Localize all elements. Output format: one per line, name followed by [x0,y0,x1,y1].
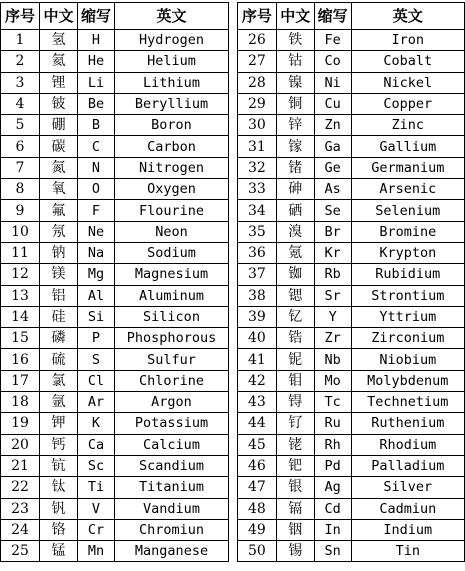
element-chinese-name: 钾 [40,413,78,434]
element-index: 12 [1,264,40,285]
element-english-name: Silver [351,477,464,498]
table-row [238,349,465,370]
right-rows [238,30,465,562]
element-index: 37 [238,264,277,285]
element-chinese-name: 溴 [276,221,314,242]
table-row [1,413,229,434]
element-symbol: Rb [314,264,351,285]
table-row [1,264,229,285]
element-chinese-name: 铜 [276,93,314,114]
element-index: 45 [238,434,277,455]
element-symbol: N [78,157,115,178]
element-english-name: Beryllium [115,93,229,114]
element-chinese-name: 钌 [276,413,314,434]
element-english-name: Flourine [115,200,229,221]
table-row [1,242,229,263]
table-row [1,498,229,519]
header-chinese: 中文 [276,3,314,30]
table-row [1,306,229,327]
element-english-name: Scandium [115,455,229,476]
element-symbol: Kr [314,242,351,263]
element-chinese-name: 铷 [276,264,314,285]
element-chinese-name: 硒 [276,200,314,221]
element-english-name: Ruthenium [351,413,464,434]
element-chinese-name: 铍 [40,93,78,114]
table-row [1,51,229,72]
element-symbol: B [78,115,115,136]
element-index: 11 [1,242,40,263]
element-symbol: Ag [314,477,351,498]
table-row [238,115,465,136]
table-row [238,136,465,157]
element-symbol: Mn [78,541,115,562]
element-english-name: Calcium [115,434,229,455]
element-chinese-name: 硅 [40,306,78,327]
table-row [238,519,465,540]
element-english-name: Iron [351,30,464,51]
element-chinese-name: 锆 [276,328,314,349]
element-chinese-name: 钴 [276,51,314,72]
table-row [1,477,229,498]
element-symbol: Se [314,200,351,221]
elements-table-left [0,2,229,562]
element-chinese-name: 铑 [276,434,314,455]
element-index: 30 [238,115,277,136]
table-row [1,200,229,221]
table-row [1,392,229,413]
element-index: 17 [1,370,40,391]
table-row [1,115,229,136]
element-symbol: He [78,51,115,72]
element-symbol: Ge [314,157,351,178]
element-index: 33 [238,179,277,200]
element-symbol: Cl [78,370,115,391]
table-row [238,179,465,200]
element-english-name: Aluminum [115,285,229,306]
table-row [238,498,465,519]
element-symbol: O [78,179,115,200]
element-chinese-name: 氖 [40,221,78,242]
element-chinese-name: 锰 [40,541,78,562]
table-row [1,179,229,200]
element-symbol: Co [314,51,351,72]
element-index: 26 [238,30,277,51]
table-row [238,413,465,434]
header-chinese: 中文 [40,3,78,30]
element-english-name: Molybdenum [351,370,464,391]
table-row [1,519,229,540]
table-row [1,157,229,178]
element-english-name: Carbon [115,136,229,157]
element-chinese-name: 铁 [276,30,314,51]
element-symbol: Nb [314,349,351,370]
header-row [238,3,465,30]
element-english-name: Chromiun [115,519,229,540]
element-english-name: Rhodium [351,434,464,455]
element-english-name: Krypton [351,242,464,263]
table-row [238,221,465,242]
element-chinese-name: 镓 [276,136,314,157]
element-english-name: Niobium [351,349,464,370]
element-index: 28 [238,72,277,93]
element-symbol: Ti [78,477,115,498]
element-index: 48 [238,498,277,519]
element-symbol: Li [78,72,115,93]
element-symbol: Ne [78,221,115,242]
element-index: 29 [238,93,277,114]
element-symbol: Zn [314,115,351,136]
element-symbol: Br [314,221,351,242]
element-index: 41 [238,349,277,370]
element-symbol: Ca [78,434,115,455]
element-chinese-name: 氟 [40,200,78,221]
element-english-name: Phosphorous [115,328,229,349]
element-index: 27 [238,51,277,72]
element-symbol: Ni [314,72,351,93]
element-english-name: Neon [115,221,229,242]
element-symbol: Fe [314,30,351,51]
element-index: 22 [1,477,40,498]
element-symbol: Pd [314,455,351,476]
element-english-name: Vandium [115,498,229,519]
element-english-name: Rubidium [351,264,464,285]
element-english-name: Gallium [351,136,464,157]
table-row [238,157,465,178]
header-index: 序号 [1,3,40,30]
element-english-name: Yttrium [351,306,464,327]
element-symbol: Na [78,242,115,263]
element-english-name: Sodium [115,242,229,263]
element-chinese-name: 银 [276,477,314,498]
table-row [1,93,229,114]
element-index: 4 [1,93,40,114]
element-symbol: Sn [314,541,351,562]
element-chinese-name: 氮 [40,157,78,178]
table-row [1,136,229,157]
element-english-name: Titanium [115,477,229,498]
element-chinese-name: 氪 [276,242,314,263]
element-english-name: Tin [351,541,464,562]
element-symbol: Mg [78,264,115,285]
element-index: 24 [1,519,40,540]
table-row [238,264,465,285]
element-index: 32 [238,157,277,178]
header-abbreviation: 缩写 [78,3,115,30]
table-row [1,455,229,476]
element-index: 3 [1,72,40,93]
table-row [238,30,465,51]
element-symbol: K [78,413,115,434]
element-english-name: Zirconium [351,328,464,349]
element-english-name: Germanium [351,157,464,178]
element-index: 18 [1,392,40,413]
element-chinese-name: 氯 [40,370,78,391]
element-index: 13 [1,285,40,306]
element-english-name: Arsenic [351,179,464,200]
element-symbol: Ga [314,136,351,157]
element-english-name: Oxygen [115,179,229,200]
element-symbol: In [314,519,351,540]
element-chinese-name: 钪 [40,455,78,476]
table-row [238,477,465,498]
element-symbol: Sr [314,285,351,306]
element-english-name: Helium [115,51,229,72]
element-chinese-name: 钛 [40,477,78,498]
element-index: 25 [1,541,40,562]
element-index: 44 [238,413,277,434]
element-english-name: Bromine [351,221,464,242]
element-english-name: Palladium [351,455,464,476]
element-symbol: Mo [314,370,351,391]
element-index: 43 [238,392,277,413]
element-index: 35 [238,221,277,242]
element-symbol: Rh [314,434,351,455]
element-chinese-name: 钠 [40,242,78,263]
element-english-name: Indium [351,519,464,540]
element-index: 7 [1,157,40,178]
element-english-name: Zinc [351,115,464,136]
element-chinese-name: 硼 [40,115,78,136]
table-row [238,328,465,349]
element-symbol: Ar [78,392,115,413]
element-symbol: H [78,30,115,51]
table-row [1,541,229,562]
header-row [1,3,229,30]
element-index: 6 [1,136,40,157]
element-english-name: Cobalt [351,51,464,72]
element-index: 36 [238,242,277,263]
table-row [238,285,465,306]
element-chinese-name: 钇 [276,306,314,327]
table-row [238,93,465,114]
element-index: 16 [1,349,40,370]
element-symbol: S [78,349,115,370]
element-symbol: Y [314,306,351,327]
element-chinese-name: 碳 [40,136,78,157]
element-chinese-name: 钯 [276,455,314,476]
element-symbol: Zr [314,328,351,349]
element-chinese-name: 锂 [40,72,78,93]
table-row [1,72,229,93]
table-row [1,349,229,370]
element-symbol: P [78,328,115,349]
element-chinese-name: 铬 [40,519,78,540]
element-index: 14 [1,306,40,327]
element-chinese-name: 氩 [40,392,78,413]
element-chinese-name: 镁 [40,264,78,285]
element-english-name: Strontium [351,285,464,306]
element-chinese-name: 铌 [276,349,314,370]
element-chinese-name: 锌 [276,115,314,136]
table-row [238,51,465,72]
table-row [238,541,465,562]
table-row [1,434,229,455]
element-english-name: Argon [115,392,229,413]
element-symbol: Cu [314,93,351,114]
element-chinese-name: 氢 [40,30,78,51]
element-index: 31 [238,136,277,157]
table-row [238,392,465,413]
element-english-name: Nitrogen [115,157,229,178]
element-english-name: Selenium [351,200,464,221]
element-chinese-name: 锶 [276,285,314,306]
header-english: 英文 [115,3,229,30]
element-index: 1 [1,30,40,51]
header-abbreviation: 缩写 [314,3,351,30]
element-index: 34 [238,200,277,221]
element-index: 42 [238,370,277,391]
element-index: 15 [1,328,40,349]
table-row [238,370,465,391]
element-symbol: Tc [314,392,351,413]
element-english-name: Magnesium [115,264,229,285]
element-chinese-name: 镍 [276,72,314,93]
header-index: 序号 [238,3,277,30]
element-chinese-name: 铟 [276,519,314,540]
table-row [238,72,465,93]
elements-table-right [237,2,465,562]
element-index: 9 [1,200,40,221]
element-chinese-name: 硫 [40,349,78,370]
table-row [238,306,465,327]
element-english-name: Silicon [115,306,229,327]
element-symbol: Cr [78,519,115,540]
element-english-name: Hydrogen [115,30,229,51]
element-index: 40 [238,328,277,349]
element-chinese-name: 铝 [40,285,78,306]
element-english-name: Copper [351,93,464,114]
table-row [238,242,465,263]
element-index: 47 [238,477,277,498]
element-chinese-name: 钙 [40,434,78,455]
element-index: 19 [1,413,40,434]
element-symbol: Ru [314,413,351,434]
table-row [1,285,229,306]
element-chinese-name: 锗 [276,157,314,178]
element-english-name: Cadmiun [351,498,464,519]
element-index: 2 [1,51,40,72]
element-chinese-name: 砷 [276,179,314,200]
element-symbol: Si [78,306,115,327]
element-index: 10 [1,221,40,242]
table-row [1,370,229,391]
element-chinese-name: 锝 [276,392,314,413]
element-chinese-name: 磷 [40,328,78,349]
element-index: 50 [238,541,277,562]
table-row [1,328,229,349]
element-chinese-name: 氧 [40,179,78,200]
element-index: 5 [1,115,40,136]
element-chinese-name: 锡 [276,541,314,562]
element-index: 46 [238,455,277,476]
header-english: 英文 [351,3,464,30]
table-row [238,455,465,476]
element-english-name: Sulfur [115,349,229,370]
element-english-name: Lithium [115,72,229,93]
element-index: 49 [238,519,277,540]
element-symbol: Al [78,285,115,306]
element-symbol: Be [78,93,115,114]
element-symbol: F [78,200,115,221]
element-english-name: Boron [115,115,229,136]
element-english-name: Nickel [351,72,464,93]
element-index: 23 [1,498,40,519]
element-english-name: Chlorine [115,370,229,391]
element-index: 39 [238,306,277,327]
element-english-name: Potassium [115,413,229,434]
element-index: 8 [1,179,40,200]
element-english-name: Technetium [351,392,464,413]
element-index: 21 [1,455,40,476]
element-chinese-name: 钼 [276,370,314,391]
left-rows [1,30,229,562]
table-row [1,30,229,51]
element-symbol: Cd [314,498,351,519]
element-symbol: V [78,498,115,519]
element-symbol: Sc [78,455,115,476]
element-symbol: C [78,136,115,157]
element-index: 20 [1,434,40,455]
element-chinese-name: 氦 [40,51,78,72]
element-index: 38 [238,285,277,306]
table-row [1,221,229,242]
table-row [238,200,465,221]
table-row [238,434,465,455]
element-symbol: As [314,179,351,200]
element-chinese-name: 钒 [40,498,78,519]
element-chinese-name: 镉 [276,498,314,519]
element-english-name: Manganese [115,541,229,562]
